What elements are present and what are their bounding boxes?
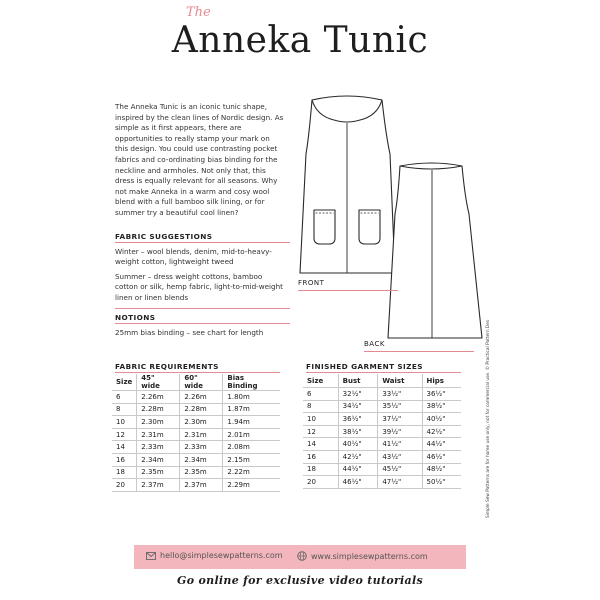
notions-text: 25mm bias binding – see chart for length (115, 328, 264, 337)
envelope-icon (146, 552, 156, 560)
globe-icon (297, 551, 307, 561)
finished-size-cell: 42½" (338, 450, 378, 463)
email-text[interactable]: hello@simplesewpatterns.com (160, 551, 283, 560)
finished-size-column-header: Waist (378, 374, 422, 388)
finished-size-cell: 6 (303, 388, 338, 401)
fabric-req-cell: 2.30m (137, 416, 180, 429)
fabric-req-cell: 2.33m (180, 441, 223, 454)
finished-size-cell: 48½" (422, 463, 461, 476)
fabric-req-row (112, 416, 280, 429)
finished-size-cell: 16 (303, 450, 338, 463)
finished-size-cell: 12 (303, 425, 338, 438)
fabric-req-cell: 2.28m (137, 403, 180, 416)
fabric-requirements-table (112, 374, 280, 492)
finished-size-cell: 40½" (422, 413, 461, 426)
fabric-req-cell: 2.01m (223, 428, 280, 441)
back-label: BACK (364, 340, 385, 348)
fabric-req-cell: 16 (112, 453, 137, 466)
fabric-req-cell: 2.31m (180, 428, 223, 441)
finished-size-cell: 42½" (422, 425, 461, 438)
fabric-req-cell: 20 (112, 479, 137, 492)
fabric-req-column-header: 60" wide (180, 374, 223, 391)
finished-size-header-row (303, 374, 461, 388)
finished-size-cell: 20 (303, 476, 338, 489)
fabric-req-column-header: Size (112, 374, 137, 391)
divider (306, 372, 461, 373)
fabric-req-row (112, 391, 280, 404)
footer-website[interactable] (297, 551, 428, 561)
finished-size-cell: 33½" (378, 388, 422, 401)
fabric-req-column-header: Bias Binding (223, 374, 280, 391)
tunic-illustrations (292, 88, 488, 350)
fabric-req-cell: 2.33m (137, 441, 180, 454)
finished-size-cell: 18 (303, 463, 338, 476)
fabric-req-row (112, 441, 280, 454)
finished-size-row (303, 413, 461, 426)
finished-size-cell: 10 (303, 413, 338, 426)
finished-size-cell: 46½" (422, 450, 461, 463)
finished-size-cell: 8 (303, 400, 338, 413)
winter-suggestion: Winter – wool blends, denim, mid-to-heavy-weight cotton, lightweight tweed (115, 247, 272, 267)
tagline: Go online for exclusive video tutorials (177, 574, 423, 587)
fabric-req-row (112, 428, 280, 441)
divider (115, 308, 290, 309)
finished-size-cell: 32½" (338, 388, 378, 401)
divider (115, 323, 290, 324)
copyright-side-note (483, 320, 491, 520)
finished-size-cell: 40½" (338, 438, 378, 451)
finished-size-column-header: Bust (338, 374, 378, 388)
finished-size-cell: 44½" (422, 438, 461, 451)
fabric-req-cell: 2.34m (137, 453, 180, 466)
summer-suggestion: Summer – dress weight cottons, bamboo cotton or silk, hemp fabric, light-to-mid-weight linen or linen blends (115, 272, 283, 302)
finished-size-cell: 38½" (422, 400, 461, 413)
finished-size-cell: 35½" (378, 400, 422, 413)
finished-size-row (303, 400, 461, 413)
finished-size-row (303, 450, 461, 463)
finished-size-cell: 39½" (378, 425, 422, 438)
fabric-req-cell: 2.26m (180, 391, 223, 404)
fabric-req-cell: 2.29m (223, 479, 280, 492)
finished-size-cell: 14 (303, 438, 338, 451)
divider (115, 242, 290, 243)
finished-size-column-header: Size (303, 374, 338, 388)
finished-size-cell: 37½" (378, 413, 422, 426)
finished-size-cell: 43½" (378, 450, 422, 463)
tunic-back-drawing (388, 163, 482, 338)
website-text[interactable]: www.simplesewpatterns.com (311, 551, 428, 561)
fabric-req-cell: 2.22m (223, 466, 280, 479)
finished-sizes-table (303, 374, 461, 489)
divider (115, 372, 280, 373)
finished-size-row (303, 476, 461, 489)
fabric-req-cell: 2.15m (223, 453, 280, 466)
fabric-req-cell: 6 (112, 391, 137, 404)
tunic-front-drawing (300, 96, 395, 273)
fabric-suggestions-heading: FABRIC SUGGESTIONS (115, 232, 213, 241)
page-title: Anneka Tunic (171, 20, 429, 61)
fabric-req-column-header: 45" wide (137, 374, 180, 391)
fabric-req-cell: 2.31m (137, 428, 180, 441)
finished-size-column-header: Hips (422, 374, 461, 388)
finished-size-row (303, 438, 461, 451)
fabric-req-row (112, 466, 280, 479)
divider (364, 351, 474, 352)
finished-size-row (303, 425, 461, 438)
fabric-req-cell: 18 (112, 466, 137, 479)
finished-size-cell: 38½" (338, 425, 378, 438)
fabric-req-cell: 2.08m (223, 441, 280, 454)
fabric-req-cell: 2.35m (180, 466, 223, 479)
fabric-req-cell: 2.30m (180, 416, 223, 429)
fabric-req-cell: 10 (112, 416, 137, 429)
finished-size-cell: 36½" (338, 413, 378, 426)
notions-heading: NOTIONS (115, 313, 156, 322)
finished-size-cell: 46½" (338, 476, 378, 489)
fabric-req-cell: 14 (112, 441, 137, 454)
fabric-req-row (112, 453, 280, 466)
finished-size-row (303, 388, 461, 401)
fabric-req-row (112, 479, 280, 492)
fabric-req-cell: 2.37m (180, 479, 223, 492)
finished-size-cell: 50½" (422, 476, 461, 489)
fabric-req-cell: 8 (112, 403, 137, 416)
title-script-the: The (186, 5, 211, 20)
intro-paragraph: The Anneka Tunic is an iconic tunic shape, inspired by the clean lines of Nordic design. As simple as it first appears, there are opportunities to really stamp your mark on this design. You could use contrasting pocket fabrics and co-ordinating bias binding for the neckline and armholes. Not only that, this dress is equally relevant for all seasons. Why not make Anneka in a warm and cosy wool blend with a full bamboo silk lining, or for summer try a beautiful cool linen? (115, 102, 284, 217)
fabric-req-row (112, 403, 280, 416)
finished-size-cell: 41½" (378, 438, 422, 451)
divider (298, 290, 398, 291)
footer-email[interactable] (146, 551, 283, 560)
fabric-req-cell: 1.80m (223, 391, 280, 404)
finished-size-row (303, 463, 461, 476)
fabric-req-header-row (112, 374, 280, 391)
fabric-req-cell: 2.37m (137, 479, 180, 492)
fabric-req-cell: 1.87m (223, 403, 280, 416)
fabric-req-cell: 2.26m (137, 391, 180, 404)
finished-size-cell: 47½" (378, 476, 422, 489)
fabric-req-cell: 2.34m (180, 453, 223, 466)
fabric-req-cell: 2.35m (137, 466, 180, 479)
finished-size-cell: 44½" (338, 463, 378, 476)
front-label: FRONT (298, 279, 325, 287)
finished-size-cell: 34½" (338, 400, 378, 413)
finished-sizes-heading: FINISHED GARMENT SIZES (306, 362, 423, 371)
fabric-req-cell: 2.28m (180, 403, 223, 416)
fabric-req-cell: 1.94m (223, 416, 280, 429)
fabric-req-cell: 12 (112, 428, 137, 441)
finished-size-cell: 45½" (378, 463, 422, 476)
copyright-text: Simple Sew Patterns are for home use only, not for commercial use. © Practical Pattern Designs Ltd (486, 320, 491, 518)
finished-size-cell: 36½" (422, 388, 461, 401)
fabric-requirements-heading: FABRIC REQUIREMENTS (115, 362, 219, 371)
